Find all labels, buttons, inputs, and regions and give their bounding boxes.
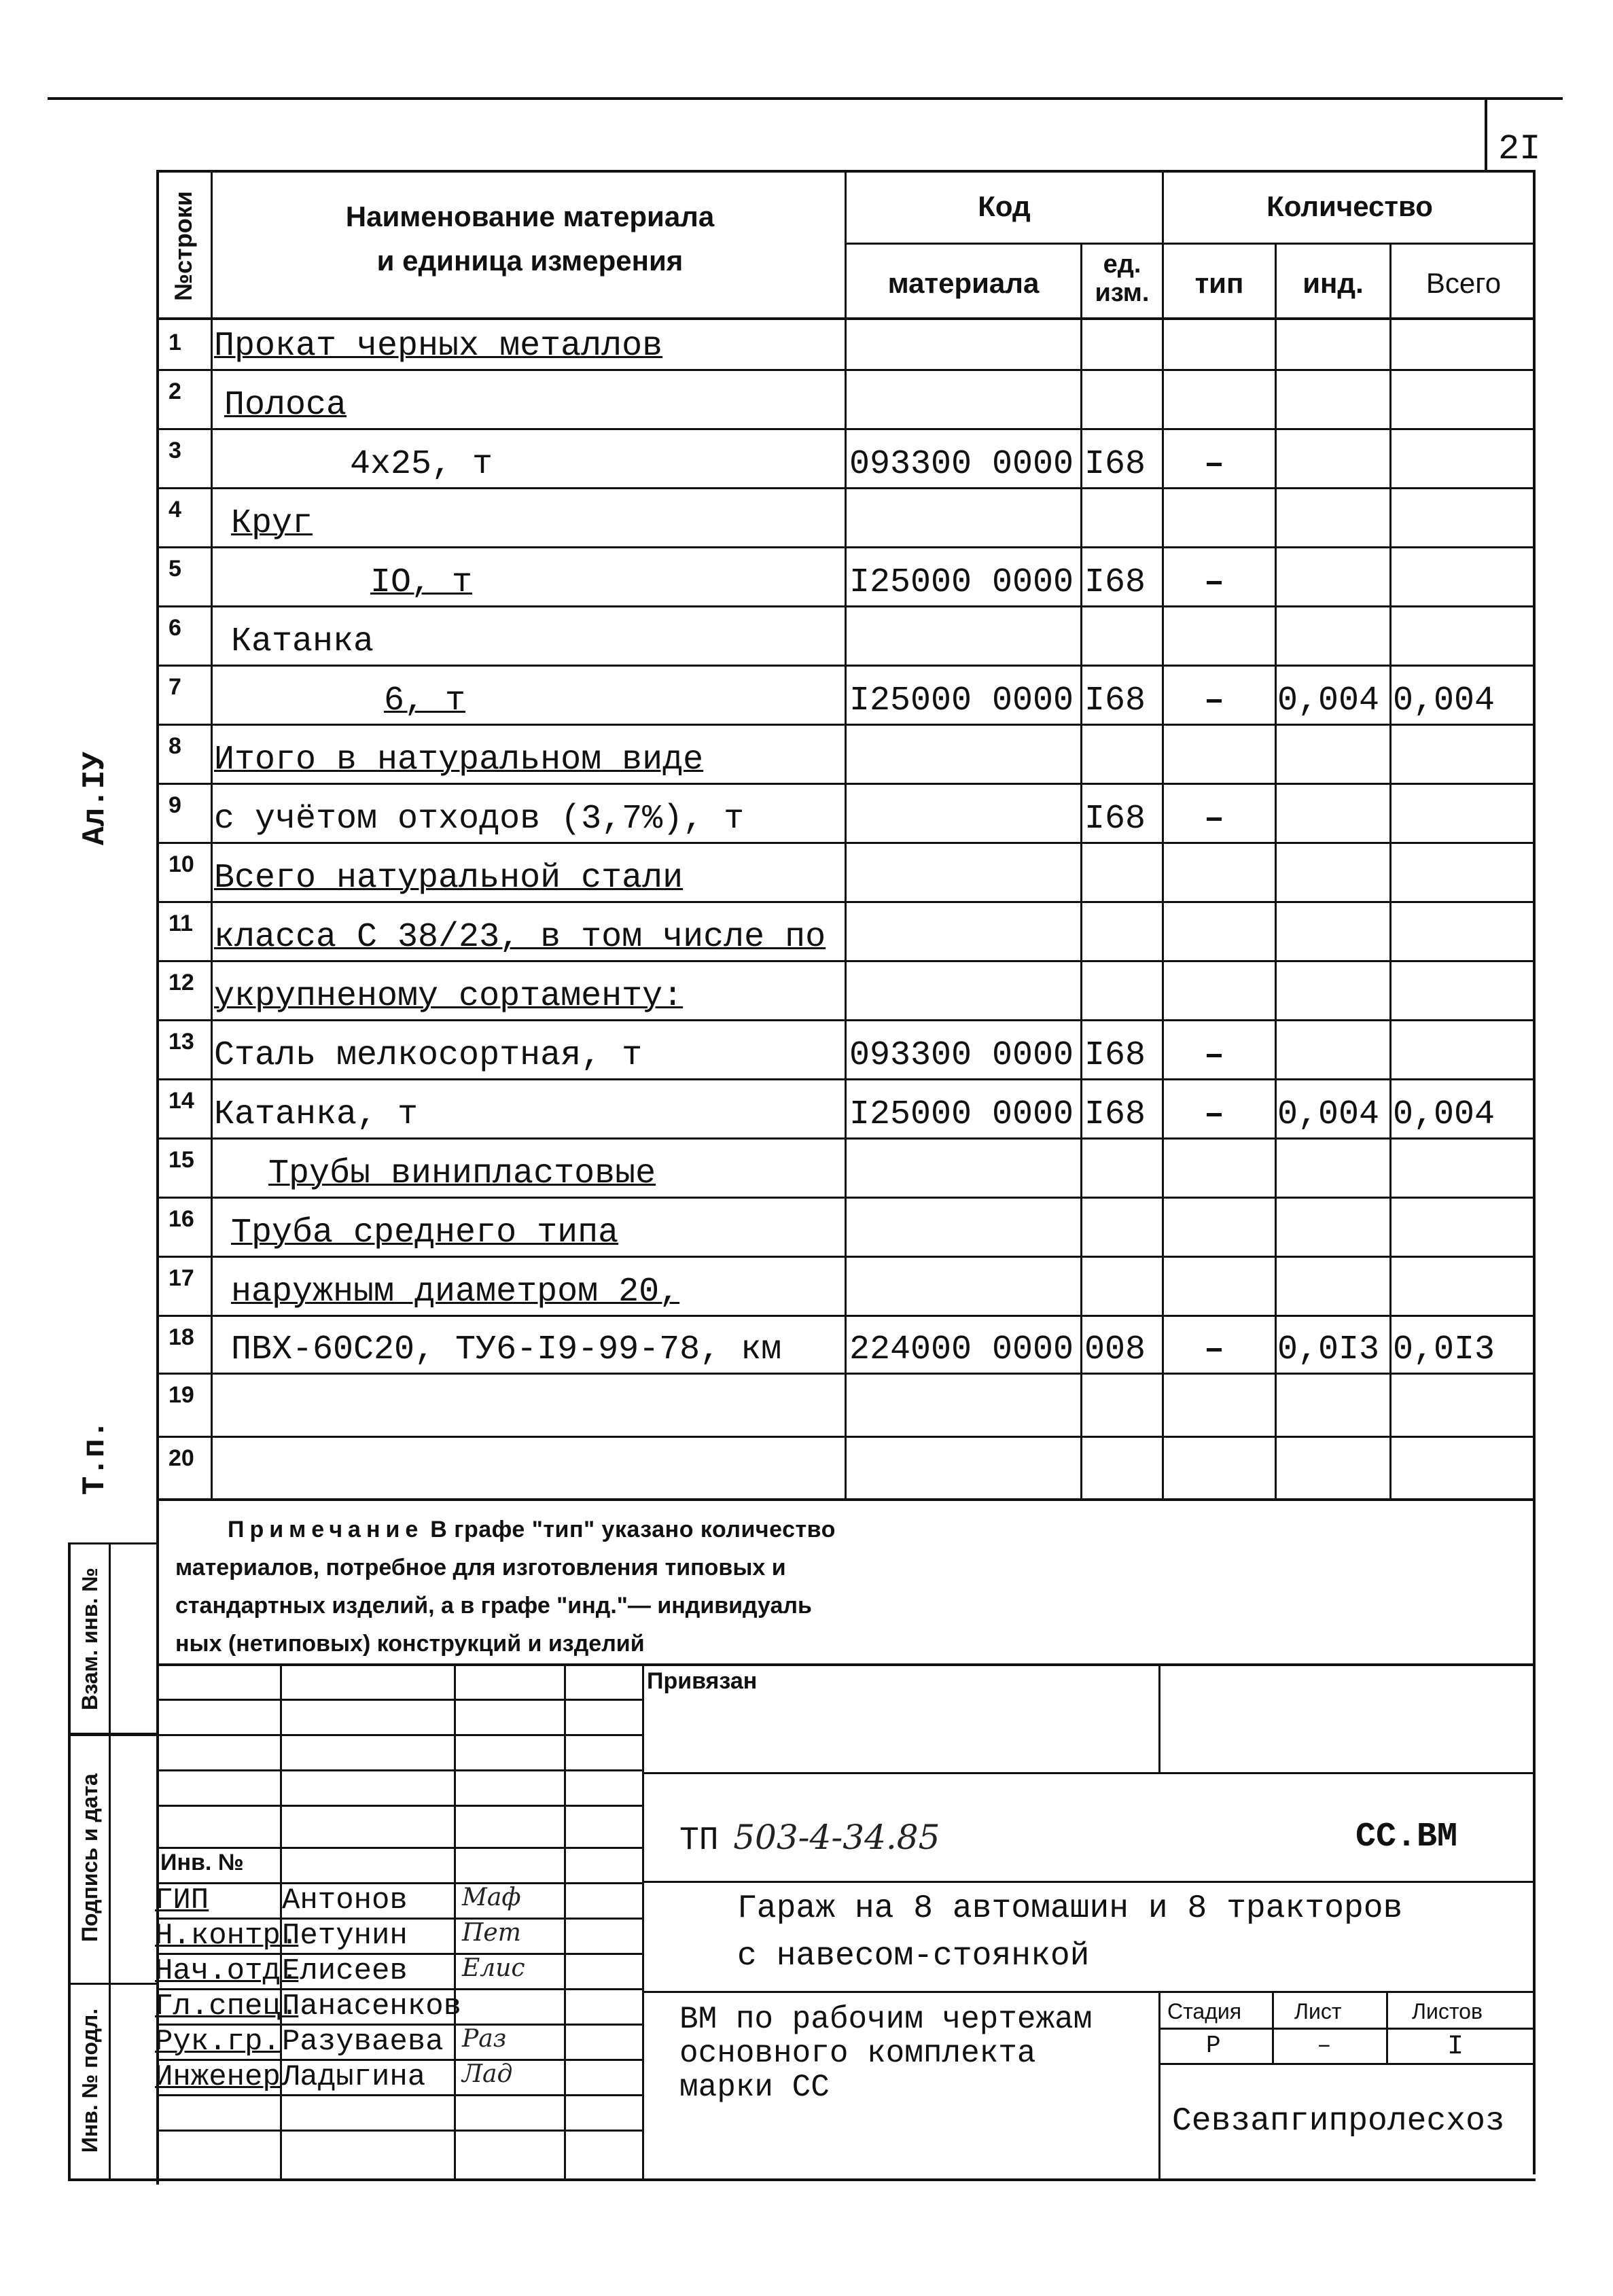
sheet-value-dash: – [1317,2032,1332,2060]
row-name: наружным диаметром 20, [231,1273,680,1311]
header-code-unit: ед. изм. [1095,250,1150,307]
row-line [156,1019,1536,1021]
note-line2: материалов, потребное для изготовления типовых и [175,1555,786,1580]
staff-signature: Елис [462,1954,525,1982]
tb-h5 [156,1847,642,1849]
tb-col2 [454,1663,456,2180]
row-name: Катанка [231,622,374,661]
col-line-unit [1080,243,1082,1498]
header-row-number: №строки [169,191,197,301]
row-line [156,1373,1536,1375]
header-mid-line [845,243,1536,245]
row-number: 4 [169,497,181,523]
side-album: Ал.IУ [77,751,113,846]
row-number: 8 [169,733,181,759]
row-unit: I68 [1084,682,1146,720]
row-name: укрупненому сортаменту: [214,977,684,1016]
staff-role: Нач.отд. [155,1954,299,1988]
row-name: ПВХ-60С20, ТУ6-I9-99-78, км [231,1330,782,1369]
row-total: 0,0I3 [1393,1330,1495,1369]
page-number: 2I [1498,129,1541,169]
doc-mark: СС.ВМ [1355,1818,1458,1856]
margin-inner-line [109,1542,111,2181]
row-line [156,1078,1536,1080]
staff-role: Н.контр. [155,1919,299,1953]
staff-signature: Раз [462,2025,507,2053]
row-number: 20 [169,1445,194,1471]
side-podpis: Подпись и дата [77,1773,102,1942]
col-line-ind [1389,243,1392,1498]
row-number: 12 [169,970,194,995]
row-number: 6 [169,615,181,641]
inv-no-label: Инв. № [160,1850,244,1875]
right-border [1533,170,1536,2174]
row-number: 13 [169,1029,194,1055]
header-qty-type: тип [1194,267,1244,299]
row-number: 10 [169,851,194,877]
row-line [156,546,1536,548]
row-number: 15 [169,1147,194,1173]
row-line [156,1256,1536,1258]
stage-value: Р [1206,2032,1221,2060]
staff-name: Елисеев [282,1954,408,1988]
row-code: I25000 0000 [849,563,1074,602]
row-code: 093300 0000 [849,445,1074,484]
staff-role: ГИП [155,1884,209,1918]
row-type: – [1204,563,1225,602]
staff-role: Гл.спец. [155,1990,299,2024]
sheets-label: Листов [1412,1999,1483,2024]
staff-role: Рук.гр. [155,2025,281,2059]
sheet-title-2: основного комплекта [679,2036,1036,2071]
tb-col4 [642,1663,644,2180]
row-type: – [1204,1095,1225,1134]
row-total: 0,004 [1393,1095,1495,1134]
staff-name: Антонов [282,1884,408,1918]
row-code: 224000 0000 [849,1330,1074,1369]
header-qty-total: Всего [1425,267,1502,299]
tb-stage-h2 [1158,2063,1536,2065]
tb-r-h2 [642,1881,1536,1883]
row-line [156,783,1536,785]
row-unit: 008 [1084,1330,1146,1369]
row-name: Труба среднего типа [231,1214,619,1252]
row-unit: I68 [1084,1036,1146,1075]
staff-name: Разуваева [282,2025,444,2059]
header-qty-ind: инд. [1302,267,1364,299]
row-code: 093300 0000 [849,1036,1074,1075]
side-vzam: Взам. инв. № [77,1568,102,1710]
tb-r-h1 [642,1772,1536,1774]
row-line [156,1436,1536,1438]
row-name: Катанка, т [214,1095,419,1134]
side-inv-podl: Инв. № подл. [77,2008,102,2153]
row-type: – [1204,800,1225,838]
row-ind: 0,004 [1277,682,1380,720]
row-line [156,487,1536,489]
row-line [156,428,1536,430]
row-line [156,665,1536,667]
tb-h1 [156,1699,642,1701]
row-number: 16 [169,1206,194,1232]
row-name: с учётом отходов (3,7%), т [214,800,745,838]
header-code: Код [978,190,1031,222]
row-line [156,1137,1536,1140]
row-line [156,1315,1536,1317]
row-ind: 0,0I3 [1277,1330,1380,1369]
sheet-title-1: ВМ по рабочим чертежам [679,2002,1093,2037]
tb-col3 [564,1663,566,2180]
row-name: 4х25, т [350,445,493,484]
doc-code-hand: 503-4-34.85 [733,1818,940,1857]
staff-role: Инженер [155,2060,281,2094]
row-name: класса С 38/23, в том числе по [214,918,826,957]
note-line4: ных (нетиповых) конструкций и изделий [175,1631,645,1657]
row-number: 2 [169,378,181,404]
row-line [156,842,1536,844]
row-number: 17 [169,1265,194,1291]
project-title-2: с навесом-стоянкой [737,1938,1090,1975]
row-name: Итого в натуральном виде [214,741,704,779]
col-line-type [1275,243,1277,1498]
row-ind: 0,004 [1277,1095,1380,1134]
project-title-1: Гараж на 8 автомашин и 8 тракторов [737,1890,1403,1927]
row-number: 7 [169,674,181,700]
row-unit: I68 [1084,800,1146,838]
row-number: 18 [169,1324,194,1350]
row-unit: I68 [1084,445,1146,484]
row-name: 6, т [384,682,466,720]
doc-code [679,1818,940,1859]
tb-h12 [156,2094,642,2096]
tb-stage-h1 [1158,2028,1536,2030]
row-number: 5 [169,556,181,582]
staff-name: Ладыгина [282,2060,426,2094]
side-tp: Т.п. [77,1419,113,1496]
tb-privyazan-split [1158,1663,1160,1773]
header-bottom-line [156,317,1536,320]
table-bottom-line [156,1498,1536,1501]
row-number: 1 [169,330,181,355]
note [228,1517,836,1543]
tb-r-vsplit [1158,1991,1160,2181]
row-name: Прокат черных металлов [214,327,663,366]
row-line [156,605,1536,607]
stage-label: Стадия [1167,1999,1242,2024]
doc-code-prefix: ТП [679,1822,719,1859]
row-number: 14 [169,1088,194,1114]
tb-bottom-line [68,2178,1536,2181]
row-line [156,901,1536,903]
note-line1: В графе "тип" указано количество [430,1517,836,1542]
top-rule [48,97,1563,100]
row-line [156,960,1536,962]
note-title: Примечание [228,1517,424,1542]
header-name-line2: и единица измерения [376,245,684,277]
row-type: – [1204,682,1225,720]
staff-name: Панасенков [282,1990,462,2024]
sheet-title-3: марки СС [679,2070,830,2105]
row-line [156,724,1536,726]
tb-top-line [156,1663,1536,1666]
row-number: 11 [169,911,193,936]
note-line3: стандартных изделий, а в графе "инд."— индивидуаль [175,1593,812,1619]
row-unit: I68 [1084,1095,1146,1134]
row-type: – [1204,1036,1225,1075]
row-number: 19 [169,1382,194,1408]
row-line [156,1197,1536,1199]
row-number: 3 [169,438,181,463]
row-line [156,369,1536,371]
row-unit: I68 [1084,563,1146,602]
staff-signature: Пет [462,1919,521,1947]
row-name: Трубы винипластовые [268,1154,656,1193]
row-name: Полоса [224,386,347,425]
row-code: I25000 0000 [849,682,1074,720]
header-name-line1: Наименование материала [345,200,715,232]
margin-left-line [68,1542,71,2181]
staff-name: Петунин [282,1919,408,1953]
row-name: Круг [231,504,313,543]
sheet-label: Лист [1294,1999,1342,2024]
staff-signature: Лад [462,2060,513,2088]
row-total: 0,004 [1393,682,1495,720]
sheets-value: I [1447,2032,1464,2062]
row-name: Всего натуральной стали [214,859,684,898]
row-type: – [1204,1330,1225,1369]
tb-h3 [156,1769,642,1771]
row-name: Сталь мелкосортная, т [214,1036,643,1075]
organization: Севзапгипролесхоз [1172,2103,1505,2140]
staff-signature: Маф [462,1884,521,1911]
privyazan-label: Привязан [647,1668,758,1694]
row-name: IO, т [370,563,473,602]
row-number: 9 [169,792,181,818]
row-code: I25000 0000 [849,1095,1074,1134]
header-quantity: Количество [1266,190,1433,222]
page-number-box-left [1485,97,1487,171]
tb-h4 [156,1805,642,1807]
header-code-material: материала [887,267,1040,299]
row-type: – [1204,445,1225,484]
tb-h13 [156,2130,642,2132]
tb-r-h3 [642,1991,1536,1993]
